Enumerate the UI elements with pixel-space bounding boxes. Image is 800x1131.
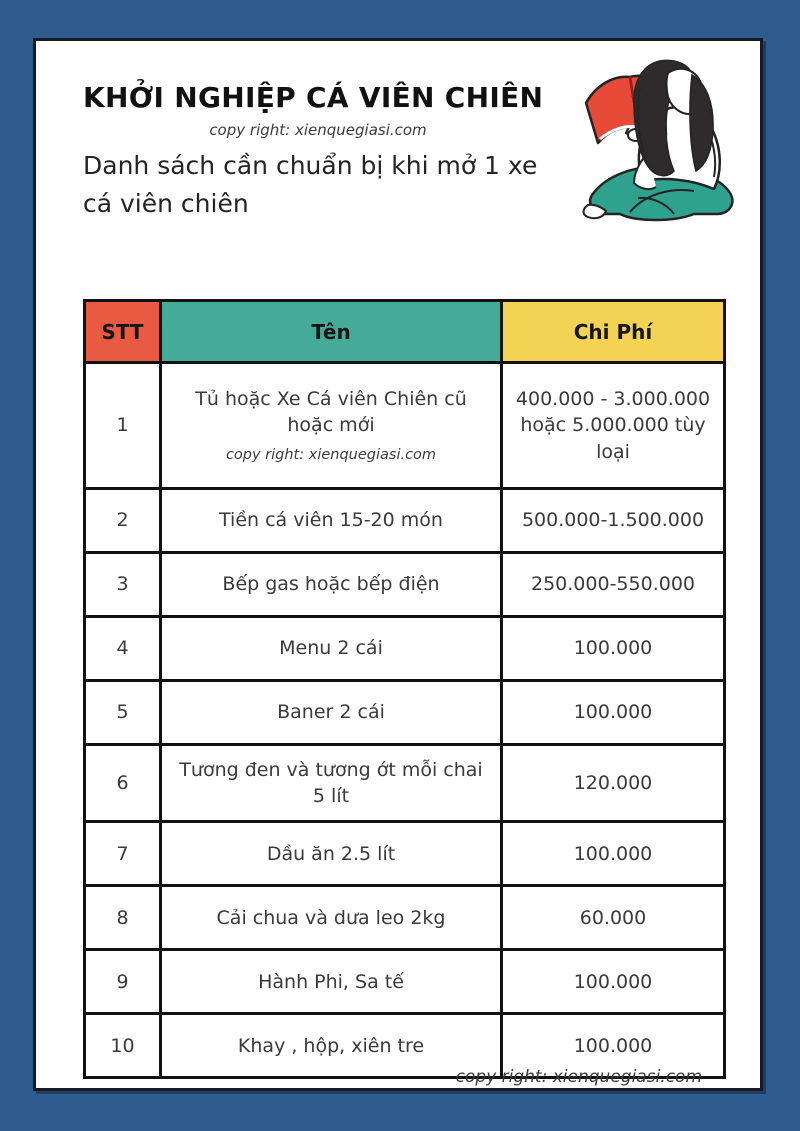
cell-name: Dầu ăn 2.5 lít <box>161 822 502 886</box>
title-block <box>83 81 588 222</box>
header-cell-chiphi: Chi Phí <box>502 301 725 363</box>
table-header-row <box>85 301 725 363</box>
table-row <box>85 886 725 950</box>
cell-no: 1 <box>85 363 161 489</box>
page-subtitle: Danh sách cần chuẩn bị khi mở 1 xe cá viên chiên <box>83 151 538 218</box>
copyright-top: copy right: xienquegiasi.com <box>209 121 427 139</box>
header-cell-stt: STT <box>85 301 161 363</box>
table-row <box>85 553 725 617</box>
cell-name <box>161 363 502 489</box>
header-area <box>36 41 760 261</box>
cell-no: 8 <box>85 886 161 950</box>
cell-name: Baner 2 cái <box>161 681 502 745</box>
cell-name: Cải chua và dưa leo 2kg <box>161 886 502 950</box>
cell-name: Menu 2 cái <box>161 617 502 681</box>
cell-name: Hành Phi, Sa tế <box>161 950 502 1014</box>
cell-name: Tương đen và tương ớt mỗi chai 5 lít <box>161 745 502 822</box>
table-row <box>85 681 725 745</box>
cell-no: 2 <box>85 489 161 553</box>
cell-cost: 100.000 <box>502 681 725 745</box>
cell-no: 7 <box>85 822 161 886</box>
cell-cost: 120.000 <box>502 745 725 822</box>
cell-cost: 100.000 <box>502 617 725 681</box>
table-row <box>85 617 725 681</box>
cost-table <box>83 299 726 1079</box>
copyright-bottom: copy right: xienquegiasi.com <box>455 1067 702 1087</box>
table-row <box>85 745 725 822</box>
cell-no: 6 <box>85 745 161 822</box>
page-title: KHỞI NGHIỆP CÁ VIÊN CHIÊN <box>83 81 544 114</box>
cell-no: 10 <box>85 1014 161 1078</box>
table-row <box>85 363 725 489</box>
cell-cost: 60.000 <box>502 886 725 950</box>
table-row <box>85 950 725 1014</box>
cell-cost: 100.000 <box>502 950 725 1014</box>
cell-cost: 400.000 - 3.000.000 hoặc 5.000.000 tùy loại <box>502 363 725 489</box>
cell-name: Bếp gas hoặc bếp điện <box>161 553 502 617</box>
cell-no: 9 <box>85 950 161 1014</box>
cell-cost: 500.000-1.500.000 <box>502 489 725 553</box>
cell-cost: 100.000 <box>502 822 725 886</box>
cell-no: 4 <box>85 617 161 681</box>
cell-name: Khay , hộp, xiên tre <box>161 1014 502 1078</box>
cell-cost: 250.000-550.000 <box>502 553 725 617</box>
table-row <box>85 489 725 553</box>
poster-card <box>33 38 763 1091</box>
cell-copyright-note: copy right: xienquegiasi.com <box>225 447 437 464</box>
cell-no: 5 <box>85 681 161 745</box>
cell-no: 3 <box>85 553 161 617</box>
header-cell-ten: Tên <box>161 301 502 363</box>
item-name: Tủ hoặc Xe Cá viên Chiên cũ hoặc mới <box>195 387 467 436</box>
cell-name: Tiền cá viên 15-20 món <box>161 489 502 553</box>
person-reading-illustration <box>578 57 746 235</box>
cell-cost: 100.000 <box>502 1014 725 1078</box>
table-row <box>85 822 725 886</box>
